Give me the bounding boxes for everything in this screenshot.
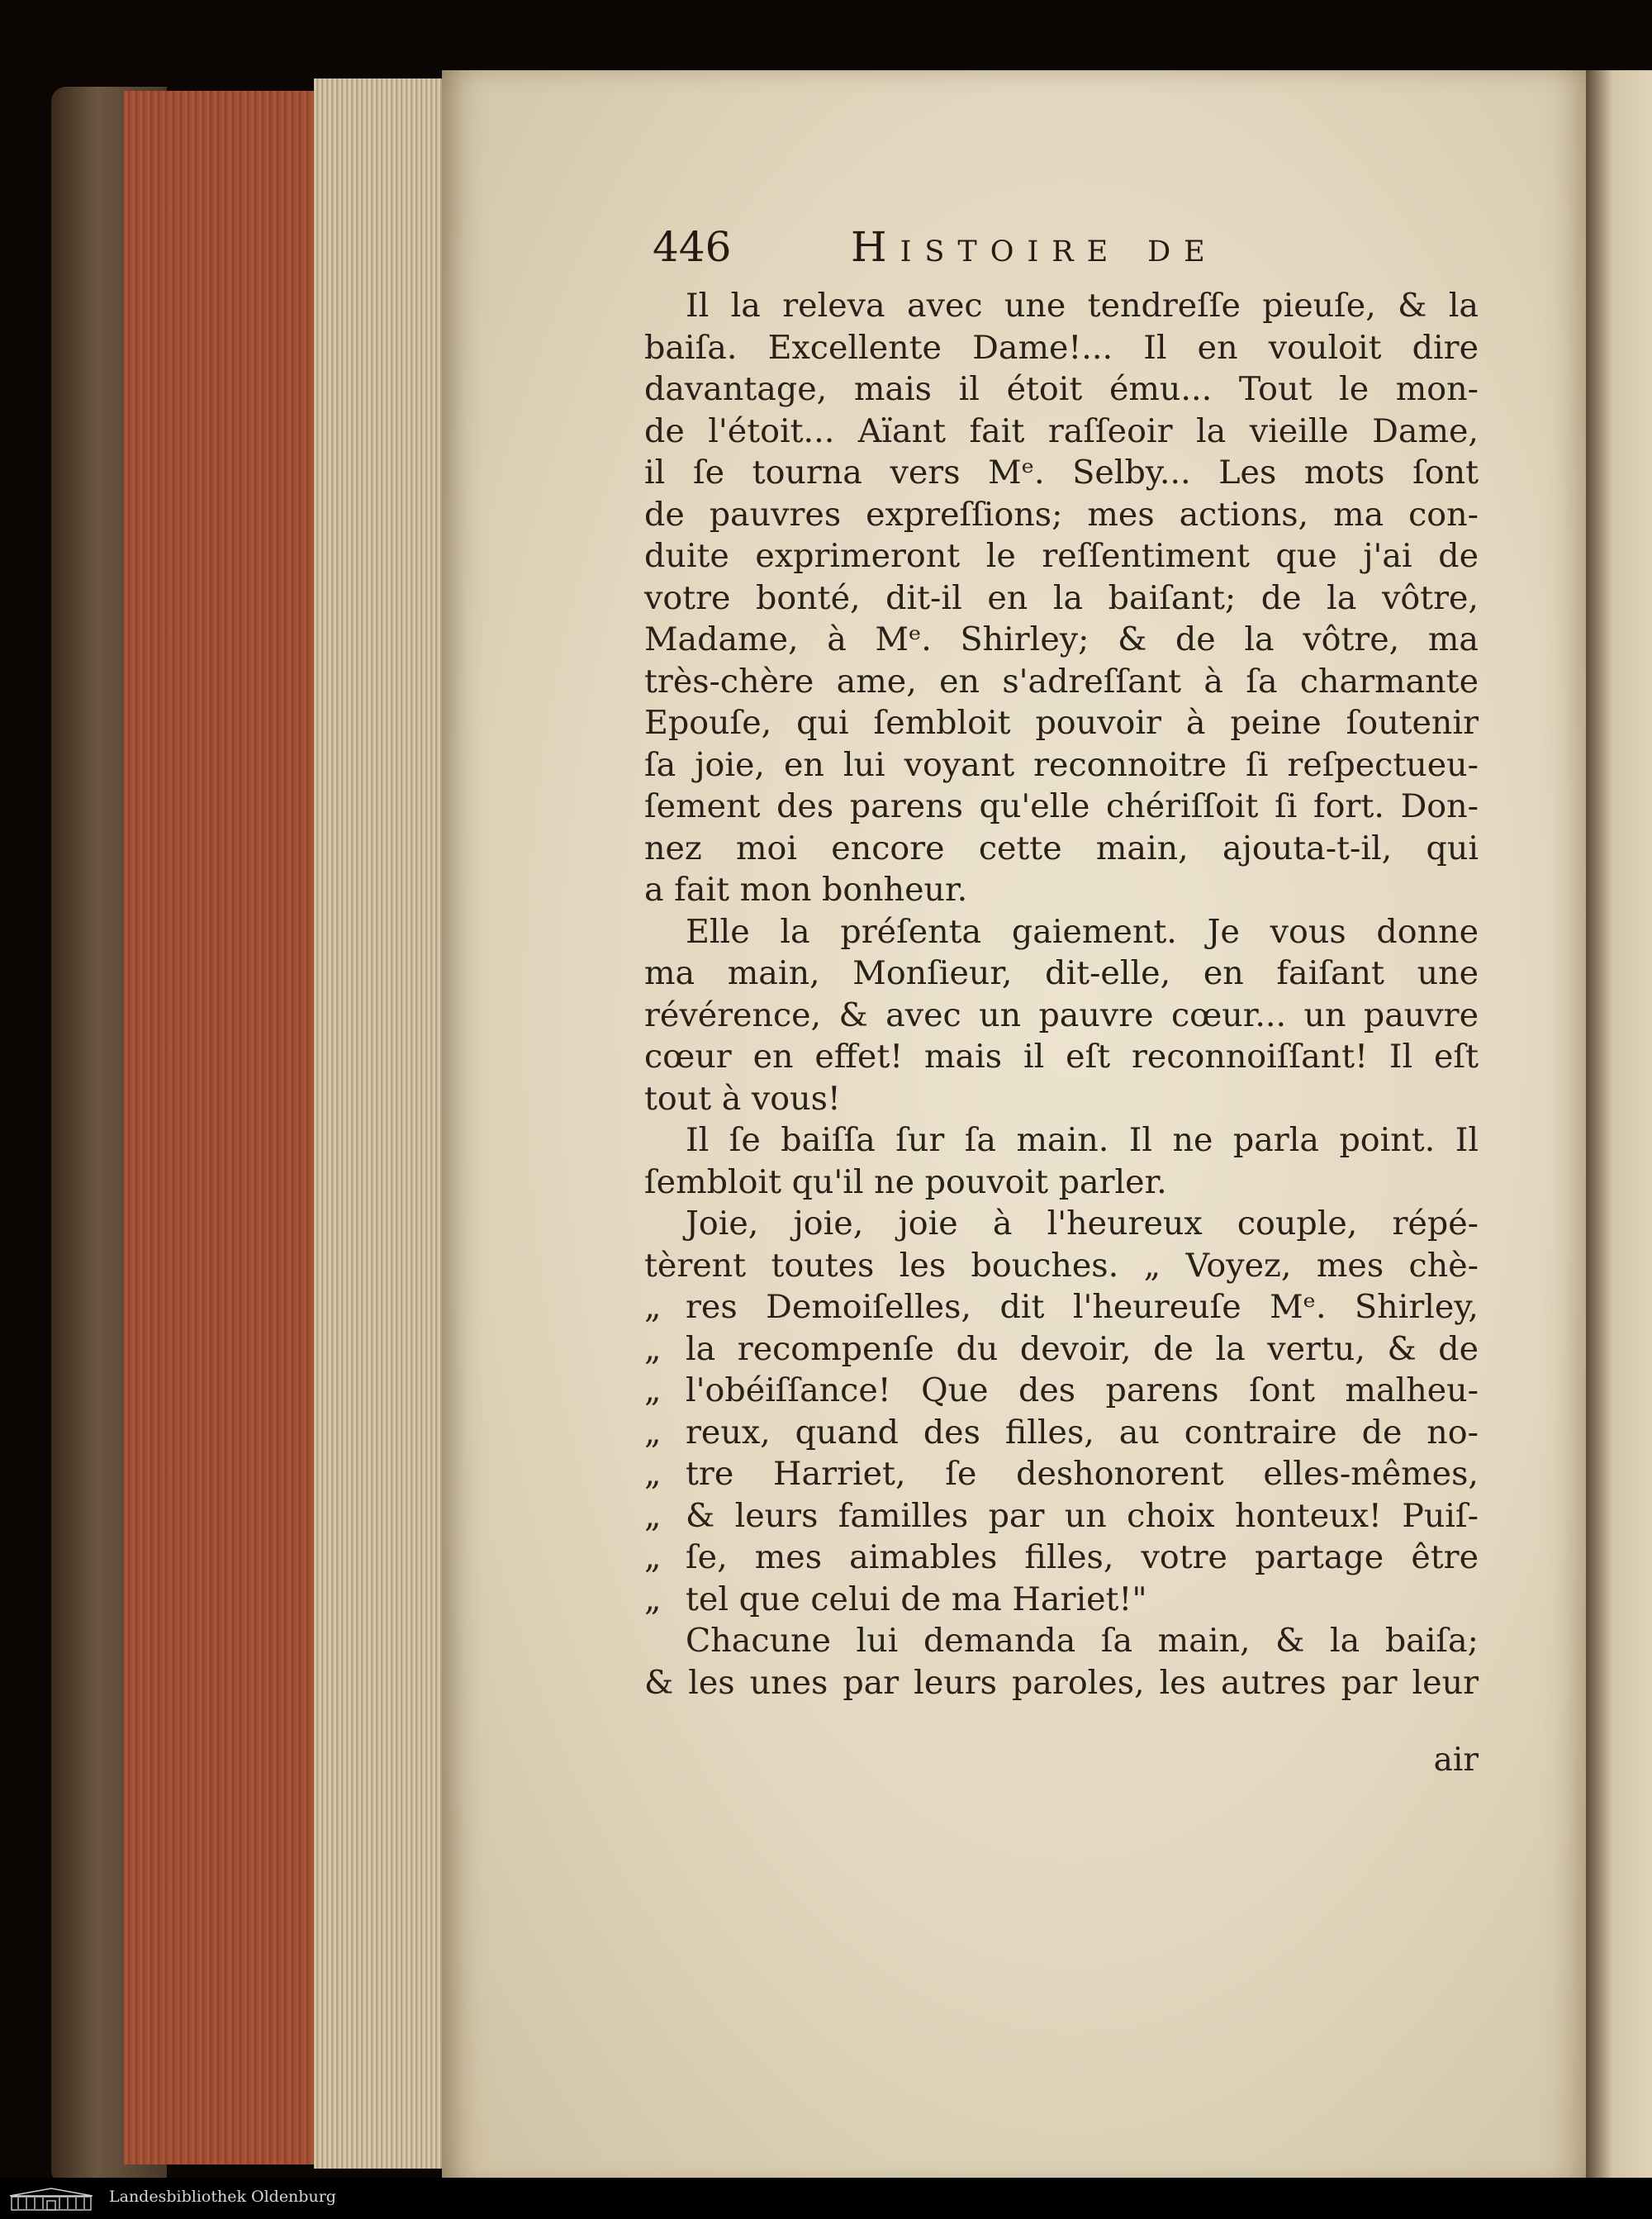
text-line: ſembloit qu'il ne pouvoit parler. xyxy=(644,1162,1167,1201)
text-line: ſa joie, en lui voyant reconnoitre ſi reſpectueu- xyxy=(644,745,1479,784)
text-line: nez moi encore cette main, ajouta-t-il, qui xyxy=(644,829,1479,867)
text-line: Chacune lui demanda ſa main, & la baiſa; xyxy=(686,1622,1479,1660)
text-line: Epouſe, qui ſembloit pouvoir à peine ſoutenir xyxy=(644,704,1479,742)
text-line: ma main, Monſieur, dit-elle, en faiſant une xyxy=(644,954,1479,992)
running-title: Histoire de xyxy=(851,223,1218,271)
page-number: 446 xyxy=(653,223,732,271)
page-text xyxy=(644,285,1479,1703)
text-line: „ res Demoiſelles, dit l'heureuſe Mᵉ. Shirley, xyxy=(644,1286,1479,1328)
library-building-icon xyxy=(7,2186,96,2212)
text-line: „ la recompenſe du devoir, de la vertu, & de xyxy=(644,1328,1479,1371)
text-line: Joie, joie, joie à l'heureux couple, répé- xyxy=(686,1205,1479,1243)
footer-bar xyxy=(0,2178,1652,2219)
text-line: „ & leurs familles par un choix honteux! Puiſ- xyxy=(644,1495,1479,1537)
catchword: air xyxy=(1433,1741,1479,1779)
text-line: „ tre Harriet, ſe deshonorent elles-mêmes, xyxy=(644,1453,1479,1495)
text-line: „ l'obéiſſance! Que des parens ſont malheu- xyxy=(644,1370,1479,1412)
text-line: il ſe tourna vers Mᵉ. Selby... Les mots ſont xyxy=(644,454,1479,492)
page-header xyxy=(653,223,1479,281)
text-line: a fait mon bonheur. xyxy=(644,871,968,909)
text-line: & les unes par leurs paroles, les autres par leur xyxy=(644,1663,1479,1702)
text-line: „ ſe, mes aimables filles, votre partage être xyxy=(644,1537,1479,1579)
text-line: „ tel que celui de ma Hariet!" xyxy=(644,1579,1479,1621)
text-line: Il la releva avec une tendreſſe pieuſe, & la xyxy=(686,287,1479,325)
text-line: davantage, mais il étoit ému... Tout le mon- xyxy=(644,370,1479,408)
text-line: „ reux, quand des filles, au contraire de no- xyxy=(644,1412,1479,1454)
text-line: tout à vous! xyxy=(644,1079,841,1118)
text-line: votre bonté, dit-il en la baiſant; de la vôtre, xyxy=(644,578,1479,617)
text-line: Il ſe baiſſa ſur ſa main. Il ne parla point. Il xyxy=(686,1121,1479,1159)
text-line: révérence, & avec un pauvre cœur... un pauvre xyxy=(644,995,1479,1034)
text-line: ſement des parens qu'elle chériſſoit ſi fort. Don- xyxy=(644,787,1479,825)
text-line: cœur en effet! mais il eſt reconnoiſſant! Il eſt xyxy=(644,1038,1479,1076)
text-line: de l'étoit... Aïant fait raſſeoir la vieille Dame, xyxy=(644,411,1479,450)
text-line: Elle la préſenta gaiement. Je vous donne xyxy=(686,912,1479,951)
text-line: tèrent toutes les bouches. „ Voyez, mes chè- xyxy=(644,1246,1479,1285)
text-line: très-chère ame, en s'adreſſant à ſa charmante xyxy=(644,662,1479,701)
facing-page-sliver xyxy=(1586,70,1652,2185)
text-line: Madame, à Mᵉ. Shirley; & de la vôtre, ma xyxy=(644,620,1479,658)
text-line: duite exprimeront le reſſentiment que j'ai de xyxy=(644,537,1479,575)
text-line: de pauvres expreſſions; mes actions, ma con- xyxy=(644,495,1479,534)
book-page-edges-inner xyxy=(314,78,454,2169)
text-line: baiſa. Excellente Dame!... Il en vouloit dire xyxy=(644,328,1479,367)
library-name: Landesbibliothek Oldenburg xyxy=(109,2188,336,2206)
